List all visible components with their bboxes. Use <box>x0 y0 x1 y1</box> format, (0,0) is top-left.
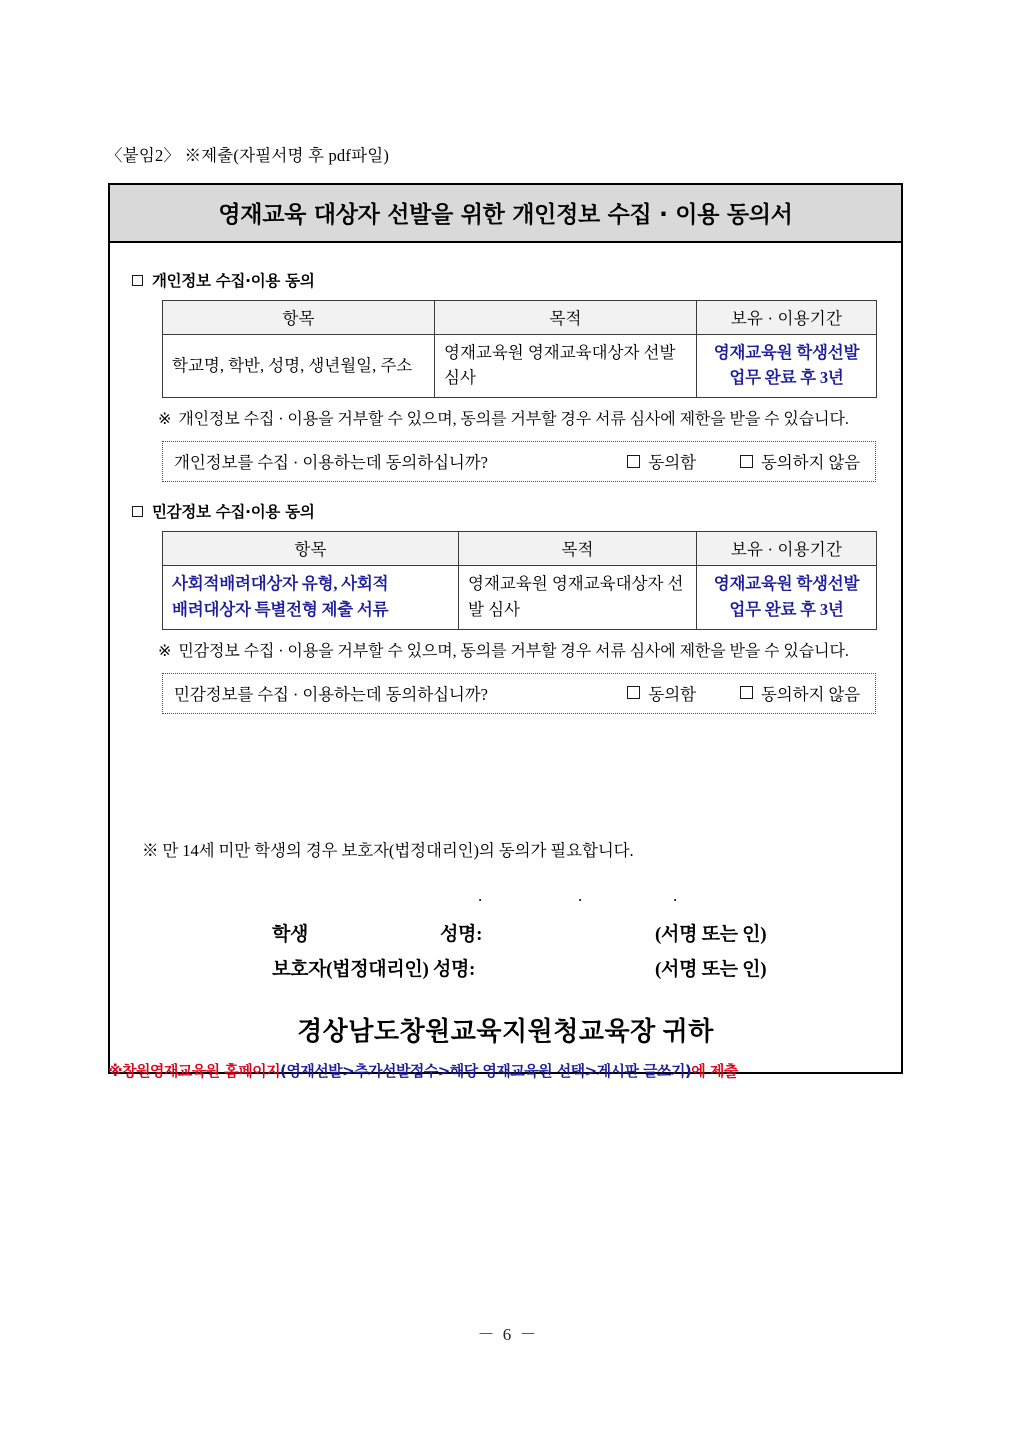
form-title: 영재교육 대상자 선발을 위한 개인정보 수집 · 이용 동의서 <box>110 185 901 243</box>
table-row <box>163 335 877 398</box>
section-checkbox-icon[interactable] <box>132 506 143 517</box>
column-header-items: 항목 <box>163 301 435 335</box>
note-text: 민감정보 수집 · 이용을 거부할 수 있으며, 동의를 거부할 경우 서류 심사에 제한을 받을 수 있습니다. <box>178 642 849 660</box>
personal-info-table <box>162 300 877 398</box>
cell-retention-line-2: 업무 완료 후 3년 <box>729 599 844 619</box>
consent-option-label: 동의함 <box>648 453 696 473</box>
consent-option-label: 동의하지 않음 <box>760 684 860 704</box>
submission-path: (영재선발>추가선발접수>해당 영재교육원 선택>게시판 글쓰기) <box>280 1062 692 1080</box>
guardian-name-label: 성명: <box>432 958 476 980</box>
column-header-retention: 보유 · 이용기간 <box>697 532 877 566</box>
column-header-retention: 보유 · 이용기간 <box>697 301 877 335</box>
consent-option-label: 동의하지 않음 <box>760 453 860 473</box>
sensitive-info-table <box>162 531 877 629</box>
cell-retention-line-1: 영재교육원 학생선발 <box>713 343 860 362</box>
column-header-items: 항목 <box>163 532 459 566</box>
student-signature-mark: (서명 또는 인) <box>655 923 767 945</box>
student-name-label: 성명: <box>440 923 483 945</box>
consent-options <box>627 681 864 705</box>
cell-retention-line-1: 영재교육원 학생선발 <box>713 574 860 594</box>
signature-rows <box>132 919 879 989</box>
table-header-row <box>163 532 877 566</box>
cell-retention <box>697 566 877 629</box>
consent-option-agree[interactable] <box>627 681 696 705</box>
section-heading-sensitive-info <box>132 500 879 522</box>
section-heading-label: 민감정보 수집·이용 동의 <box>152 503 315 522</box>
age-requirement-note: ※ 만 14세 미만 학생의 경우 보호자(법정대리인)의 동의가 필요합니다. <box>142 840 634 860</box>
sensitive-info-note <box>158 639 874 664</box>
recipient-line: 경상남도창원교육지원청교육장 귀하 <box>297 1016 714 1046</box>
cell-items: 학교명, 학반, 성명, 생년월일, 주소 <box>163 335 435 398</box>
cell-retention-line-2: 업무 완료 후 3년 <box>729 368 844 388</box>
form-body <box>110 243 901 714</box>
consent-option-agree[interactable] <box>627 449 696 473</box>
page-number: － 6 － <box>477 1325 539 1344</box>
submission-instruction <box>108 1060 738 1081</box>
personal-info-consent-row <box>162 441 876 482</box>
cell-purpose: 영재교육원 영재교육대상자 선발 심사 <box>459 566 697 629</box>
date-line <box>132 887 879 909</box>
table-row <box>163 566 877 629</box>
checkbox-icon[interactable] <box>740 455 753 468</box>
student-signature-row <box>132 919 879 954</box>
section-heading-personal-info <box>132 269 879 291</box>
cell-purpose: 영재교육원 영재교육대상자 선발 심사 <box>435 335 697 398</box>
sensitive-info-consent-row <box>162 673 876 714</box>
column-header-purpose: 목적 <box>435 301 697 335</box>
consent-option-disagree[interactable] <box>740 449 860 473</box>
note-mark-icon: ※ <box>158 411 172 429</box>
note-text: 개인정보 수집 · 이용을 거부할 수 있으며, 동의를 거부할 경우 서류 심사에 제한을 받을 수 있습니다. <box>178 411 849 429</box>
consent-question: 개인정보를 수집 · 이용하는데 동의하십니까? <box>174 453 488 473</box>
date-month-dot: . <box>578 885 583 905</box>
guardian-signature-mark: (서명 또는 인) <box>655 958 767 980</box>
cell-items-line-2: 배려대상자 특별전형 제출 서류 <box>172 599 389 619</box>
note-mark-icon: ※ <box>158 642 172 660</box>
consent-form-frame <box>108 183 903 1074</box>
checkbox-icon[interactable] <box>740 686 753 699</box>
signature-area <box>110 837 901 1048</box>
guardian-role-text: 보호자(법정대리인) <box>272 958 429 980</box>
section-checkbox-icon[interactable] <box>132 275 143 286</box>
column-header-purpose: 목적 <box>459 532 697 566</box>
date-day-dot: . <box>673 885 678 905</box>
submission-prefix: ※창원영재교육원 홈페이지 <box>108 1062 281 1080</box>
cell-items-line-1: 사회적배려대상자 유형, 사회적 <box>172 574 389 594</box>
consent-options <box>627 449 864 473</box>
consent-option-label: 동의함 <box>648 684 696 704</box>
cell-retention <box>697 335 877 398</box>
submission-suffix: 에 제출 <box>691 1062 738 1080</box>
section-spacer <box>132 482 879 500</box>
personal-info-note <box>158 407 874 432</box>
attachment-label: 〈붙임2〉 ※제출(자필서명 후 pdf파일) <box>106 146 390 165</box>
guardian-role-label <box>272 954 475 981</box>
cell-items <box>163 566 459 629</box>
checkbox-icon[interactable] <box>627 686 640 699</box>
student-role-label: 학생 <box>272 923 309 945</box>
table-header-row <box>163 301 877 335</box>
section-heading-label: 개인정보 수집·이용 동의 <box>152 272 315 290</box>
date-year-dot: . <box>478 885 483 905</box>
consent-question: 민감정보를 수집 · 이용하는데 동의하십니까? <box>174 684 488 704</box>
consent-option-disagree[interactable] <box>740 681 860 705</box>
guardian-signature-row <box>132 954 879 989</box>
checkbox-icon[interactable] <box>627 455 640 468</box>
